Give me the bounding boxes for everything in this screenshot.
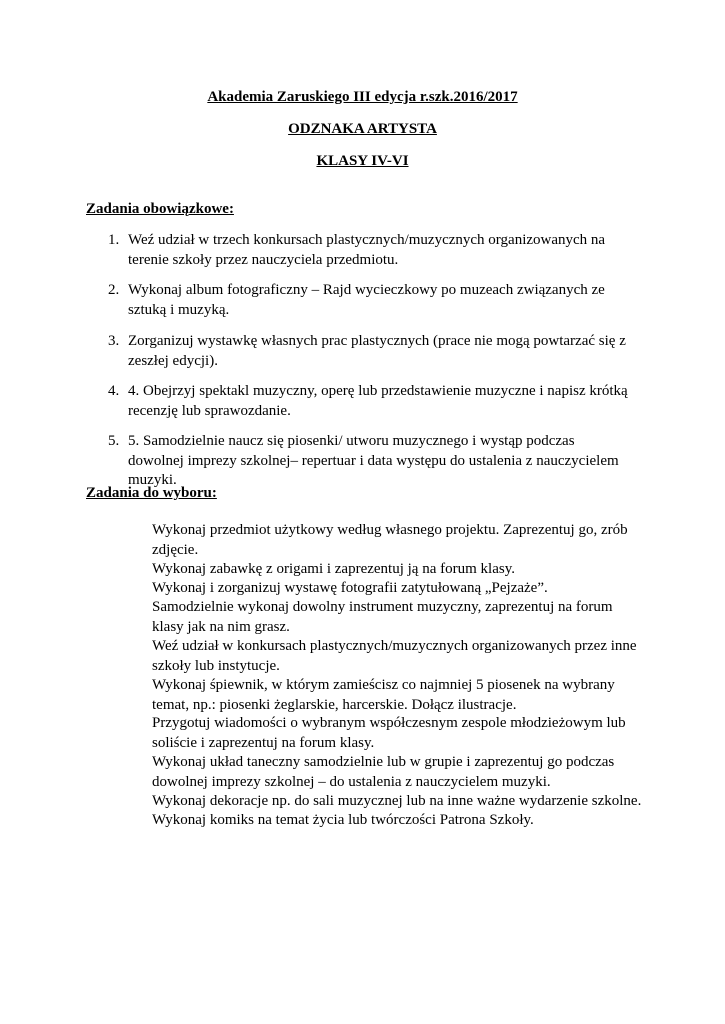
optional-heading: Zadania do wyboru: xyxy=(86,485,217,501)
list-item-text: Wykonaj przedmiot użytkowy według własnego projektu. Zaprezentuj go, zrób zdjęcie. xyxy=(152,522,628,558)
list-item-text: Wykonaj i zorganizuj wystawę fotografii zatytułowaną „Pejzaże”. xyxy=(152,580,548,596)
list-item-text: Samodzielnie wykonaj dowolny instrument muzyczny, zaprezentuj na forum klasy jak na nim grasz. xyxy=(152,599,613,635)
list-item-text: Zorganizuj wystawkę własnych prac plastycznych (prace nie mogą powtarzać się z zeszłej edycji). xyxy=(128,333,626,369)
list-item-number: 4. xyxy=(108,383,120,399)
list-item-text: 4. Obejrzyj spektakl muzyczny, operę lub przedstawienie muzyczne i napisz krótką recenzję lub sprawozdanie. xyxy=(128,383,628,419)
list-item-text: Wykonaj dekoracje np. do sali muzycznej lub na inne ważne wydarzenie szkolne. xyxy=(152,793,642,809)
mandatory-heading: Zadania obowiązkowe: xyxy=(86,201,234,217)
list-item-text: Wykonaj układ taneczny samodzielnie lub w grupie i zaprezentuj go podczas dowolnej imprezy szkolnej – do ustalenia z nauczycielem muzyki. xyxy=(152,754,615,790)
list-item-number: 2. xyxy=(108,282,120,298)
list-item-number: 3. xyxy=(108,333,120,349)
badge-title: ODZNAKA ARTYSTA xyxy=(288,121,437,137)
list-item-text: Weź udział w konkursach plastycznych/muzycznych organizowanych przez inne szkoły lub instytucje. xyxy=(152,638,637,674)
list-item-text: Weź udział w trzech konkursach plastycznych/muzycznych organizowanych na terenie szkoły przez nauczyciela przedmiotu. xyxy=(128,232,606,268)
list-item-text: Wykonaj śpiewnik, w którym zamieścisz co najmniej 5 piosenek na wybrany temat, np.: piosenki żeglarskie, harcerskie. Dołącz ilustracje. xyxy=(152,677,615,713)
list-item-text: Przygotuj wiadomości o wybranym współczesnym zespole młodzieżowym lub soliście i zaprezentuj na forum klasy. xyxy=(152,715,626,751)
list-item-number: 5. xyxy=(108,433,120,449)
list-item-text: Wykonaj zabawkę z origami i zaprezentuj ją na forum klasy. xyxy=(152,561,515,577)
list-item-text: Wykonaj album fotograficzny – Rajd wycieczkowy po muzeach związanych ze sztuką i muzyką. xyxy=(128,282,605,318)
list-item-number: 1. xyxy=(108,232,120,248)
list-item-text: Wykonaj komiks na temat życia lub twórczości Patrona Szkoły. xyxy=(152,812,534,828)
grades-title: KLASY IV-VI xyxy=(316,153,409,169)
list-item-text: 5. Samodzielnie naucz się piosenki/ utworu muzycznego i wystąp podczas dowolnej imprezy szkolnej– repertuar i data występu do ustalenia z nauczycielem muzyki. xyxy=(128,433,619,488)
academy-title: Akademia Zaruskiego III edycja r.szk.2016/2017 xyxy=(207,89,518,105)
